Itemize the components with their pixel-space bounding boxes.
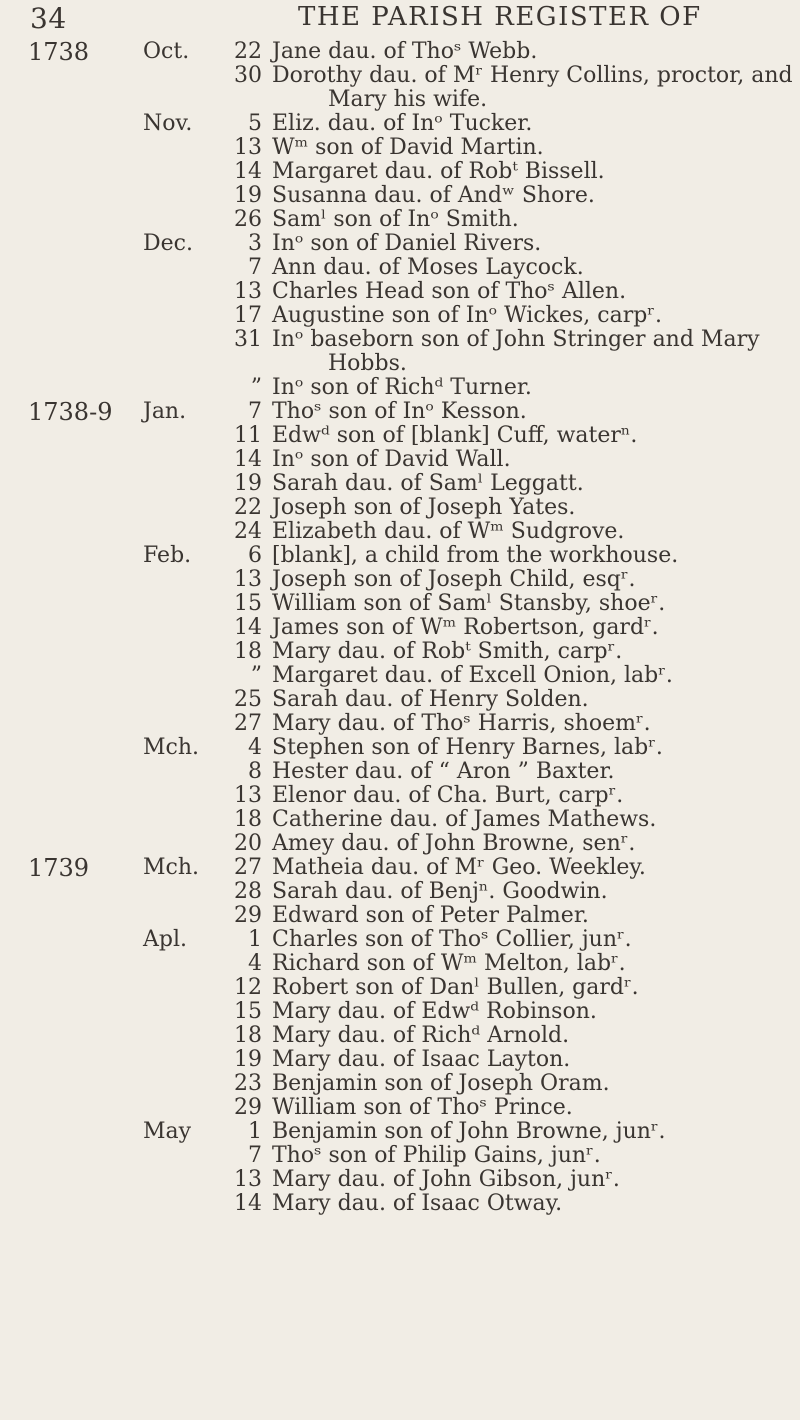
entry-text [272,1024,569,1048]
entry-day: 20 [234,831,262,856]
register-entry [0,400,800,424]
entry-day: 14 [234,1191,262,1216]
entry-text-line: Mary dau. of Isaac Layton. [272,1047,571,1072]
entry-text-line: Sarah dau. of Samˡ Leggatt. [272,471,584,496]
entry-text-line: James son of Wᵐ Robertson, gardʳ. [272,615,659,640]
register-entry [0,592,800,616]
entry-text-line: Augustine son of Inᵒ Wickes, carpʳ. [272,303,662,328]
entry-text-line: Benjamin son of Joseph Oram. [272,1071,610,1096]
entry-text-line: Sarah dau. of Henry Solden. [272,687,589,712]
entry-text [272,520,624,544]
entry-text [272,304,662,328]
entry-text [272,112,532,136]
entry-day: 3 [248,231,262,256]
entry-text [272,1000,597,1024]
entry-text [272,880,608,904]
entry-text-line: Eliz. dau. of Inᵒ Tucker. [272,111,533,136]
entry-text [272,280,626,304]
entry-day: 13 [234,135,262,160]
register-entry [0,928,800,952]
entry-text [272,568,635,592]
entry-day: 7 [248,1143,262,1168]
entry-day: 14 [234,447,262,472]
entry-text-line: Richard son of Wᵐ Melton, labʳ. [272,951,626,976]
entry-text-line: Benjamin son of John Browne, junʳ. [272,1119,666,1144]
entry-text [272,1168,620,1192]
entry-text-continuation: Mary his wife. [328,87,488,112]
entry-text [272,64,793,112]
entry-text [272,640,622,664]
entry-day: 30 [234,63,262,88]
entry-text [272,496,575,520]
entry-text [272,952,626,976]
register-entry [0,472,800,496]
entry-text-line: Mary dau. of Richᵈ Arnold. [272,1023,570,1048]
entry-day: 22 [234,39,262,64]
entry-year: 1738-9 [28,398,113,426]
entry-text [272,400,527,424]
register-entry [0,136,800,160]
entry-day: 22 [234,495,262,520]
entry-month: Apl. [143,927,187,952]
entry-month: Jan. [143,399,187,424]
register-entry [0,112,800,136]
register-entry [0,880,800,904]
register-entry [0,616,800,640]
register-entry [0,1192,800,1216]
entry-text [272,832,635,856]
entry-text-line: Hester dau. of “ Aron ” Baxter. [272,759,615,784]
entry-day: 5 [248,111,262,136]
register-entry [0,736,800,760]
entry-day: 6 [248,543,262,568]
register-entry [0,1144,800,1168]
register-entry [0,232,800,256]
entry-text-line: Ann dau. of Moses Laycock. [272,255,584,280]
entry-text-line: Sarah dau. of Benjⁿ. Goodwin. [272,879,608,904]
entry-text-line: Elenor dau. of Cha. Burt, carpʳ. [272,783,624,808]
entry-text-line: Catherine dau. of James Mathews. [272,807,657,832]
entry-text-line: Susanna dau. of Andʷ Shore. [272,183,595,208]
entry-month: Oct. [143,39,190,64]
register-entry [0,568,800,592]
register-entry [0,784,800,808]
register-entry [0,1120,800,1144]
entry-text-line: Edwᵈ son of [blank] Cuff, waterⁿ. [272,423,638,448]
entry-text [272,1072,610,1096]
entry-day: 19 [234,183,262,208]
entry-month: Mch. [143,855,200,880]
entry-day: 19 [234,471,262,496]
entry-text-line: [blank], a child from the workhouse. [272,543,679,568]
entry-day: 8 [248,759,262,784]
entry-text-line: Stephen son of Henry Barnes, labʳ. [272,735,663,760]
entry-text-line: Elizabeth dau. of Wᵐ Sudgrove. [272,519,625,544]
register-entry [0,808,800,832]
register-entry [0,1000,800,1024]
entry-day: 13 [234,567,262,592]
entry-text [272,784,623,808]
entry-text [272,160,605,184]
entry-day: 17 [234,303,262,328]
entry-text-line: Thoˢ son of Philip Gains, junʳ. [272,1143,601,1168]
entry-day: 11 [234,423,262,448]
entry-text-line: Joseph son of Joseph Yates. [272,495,576,520]
entry-text [272,208,519,232]
entry-text [272,328,760,376]
entry-text [272,760,615,784]
entry-text-line: Mary dau. of Edwᵈ Robinson. [272,999,597,1024]
entry-text [272,592,665,616]
register-entry [0,976,800,1000]
entry-text-line: Inᵒ son of David Wall. [272,447,511,472]
entry-day: 24 [234,519,262,544]
register-entry [0,184,800,208]
entry-day: 13 [234,279,262,304]
register-entry [0,64,800,112]
entry-text [272,736,663,760]
register-entry [0,712,800,736]
entry-day: 7 [248,399,262,424]
entry-day: 13 [234,783,262,808]
entry-text [272,856,646,880]
register-entry [0,832,800,856]
entry-text-line: Mary dau. of Thoˢ Harris, shoemʳ. [272,711,651,736]
register-entry [0,328,800,376]
entry-text [272,184,595,208]
entry-month: Nov. [143,111,193,136]
register-entry [0,496,800,520]
entry-text [272,712,651,736]
register-entry [0,208,800,232]
register-entry [0,544,800,568]
register-entry [0,688,800,712]
entry-text-line: William son of Samˡ Stansby, shoeʳ. [272,591,666,616]
entry-text [272,1192,562,1216]
entry-day: 12 [234,975,262,1000]
register-entry [0,304,800,328]
entry-text-line: Mary dau. of John Gibson, junʳ. [272,1167,620,1192]
register-entry [0,1024,800,1048]
entry-day: 1 [248,1119,262,1144]
entry-text [272,1048,570,1072]
entry-day: 27 [234,711,262,736]
entry-text [272,256,584,280]
entry-day: ” [250,375,262,400]
entry-text [272,232,541,256]
entry-day: ” [250,663,262,688]
entry-month: Mch. [143,735,200,760]
page-number: 34 [30,2,67,35]
entry-text-line: Margaret dau. of Robᵗ Bissell. [272,159,605,184]
entry-day: 14 [234,615,262,640]
entry-text-line: Dorothy dau. of Mʳ Henry Collins, proctor, and [272,63,793,88]
entry-text-line: Samˡ son of Inᵒ Smith. [272,207,519,232]
entry-text-line: Wᵐ son of David Martin. [272,135,544,160]
entry-day: 15 [234,999,262,1024]
entry-day: 1 [248,927,262,952]
entry-day: 15 [234,591,262,616]
register-entry [0,664,800,688]
entry-text-line: Margaret dau. of Excell Onion, labʳ. [272,663,673,688]
register-entry [0,376,800,400]
entry-day: 31 [234,327,262,352]
entry-text [272,808,656,832]
entry-text [272,1096,573,1120]
entry-year: 1738 [28,38,90,66]
entry-text [272,544,678,568]
entry-text-line: Jane dau. of Thoˢ Webb. [272,39,538,64]
entry-text-line: Thoˢ son of Inᵒ Kesson. [272,399,527,424]
register-entry [0,904,800,928]
register-entry [0,256,800,280]
entry-text [272,136,544,160]
entry-text [272,616,659,640]
entry-text [272,1120,666,1144]
entry-day: 27 [234,855,262,880]
entry-day: 26 [234,207,262,232]
entry-text [272,904,589,928]
entry-day: 18 [234,1023,262,1048]
entry-text [272,40,537,64]
entry-text-line: Mary dau. of Isaac Otway. [272,1191,563,1216]
entry-text [272,424,637,448]
running-title: THE PARISH REGISTER OF [298,2,702,32]
register-entry [0,280,800,304]
entry-text-continuation: Hobbs. [328,351,407,376]
entry-day: 29 [234,1095,262,1120]
entry-text [272,976,639,1000]
entry-day: 29 [234,903,262,928]
entry-day: 14 [234,159,262,184]
entry-text-line: Charles Head son of Thoˢ Allen. [272,279,627,304]
register-entry [0,40,800,64]
register-entry [0,520,800,544]
register-entry [0,448,800,472]
entry-day: 13 [234,1167,262,1192]
register-entry [0,760,800,784]
entry-text-line: Edward son of Peter Palmer. [272,903,589,928]
register-entry [0,856,800,880]
entry-day: 25 [234,687,262,712]
register-entry [0,1096,800,1120]
register-entry [0,952,800,976]
entry-day: 4 [248,735,262,760]
entry-day: 28 [234,879,262,904]
entry-text-line: Joseph son of Joseph Child, esqʳ. [272,567,636,592]
entry-text-line: Mary dau. of Robᵗ Smith, carpʳ. [272,639,623,664]
entry-day: 19 [234,1047,262,1072]
entry-day: 4 [248,951,262,976]
entry-text [272,688,589,712]
entry-text-line: Inᵒ baseborn son of John Stringer and Mary [272,327,760,352]
entry-month: Dec. [143,231,193,256]
register-entry [0,640,800,664]
entry-year: 1739 [28,854,90,882]
entry-month: Feb. [143,543,192,568]
entry-text [272,376,532,400]
entry-text [272,664,673,688]
entry-text-line: Inᵒ son of Daniel Rivers. [272,231,542,256]
register-entry [0,1072,800,1096]
register-entry [0,1048,800,1072]
entry-text-line: Amey dau. of John Browne, senʳ. [272,831,636,856]
register-entries [0,40,800,1216]
entry-text-line: William son of Thoˢ Prince. [272,1095,573,1120]
entry-text [272,448,511,472]
entry-text [272,472,584,496]
entry-text-line: Matheia dau. of Mʳ Geo. Weekley. [272,855,646,880]
entry-text-line: Robert son of Danˡ Bullen, gardʳ. [272,975,639,1000]
register-entry [0,424,800,448]
entry-text-line: Charles son of Thoˢ Collier, junʳ. [272,927,632,952]
entry-day: 18 [234,807,262,832]
entry-day: 7 [248,255,262,280]
entry-text-line: Inᵒ son of Richᵈ Turner. [272,375,532,400]
entry-text [272,1144,601,1168]
register-entry [0,160,800,184]
entry-month: May [143,1119,192,1144]
entry-day: 18 [234,639,262,664]
entry-day: 23 [234,1071,262,1096]
entry-text [272,928,632,952]
register-entry [0,1168,800,1192]
